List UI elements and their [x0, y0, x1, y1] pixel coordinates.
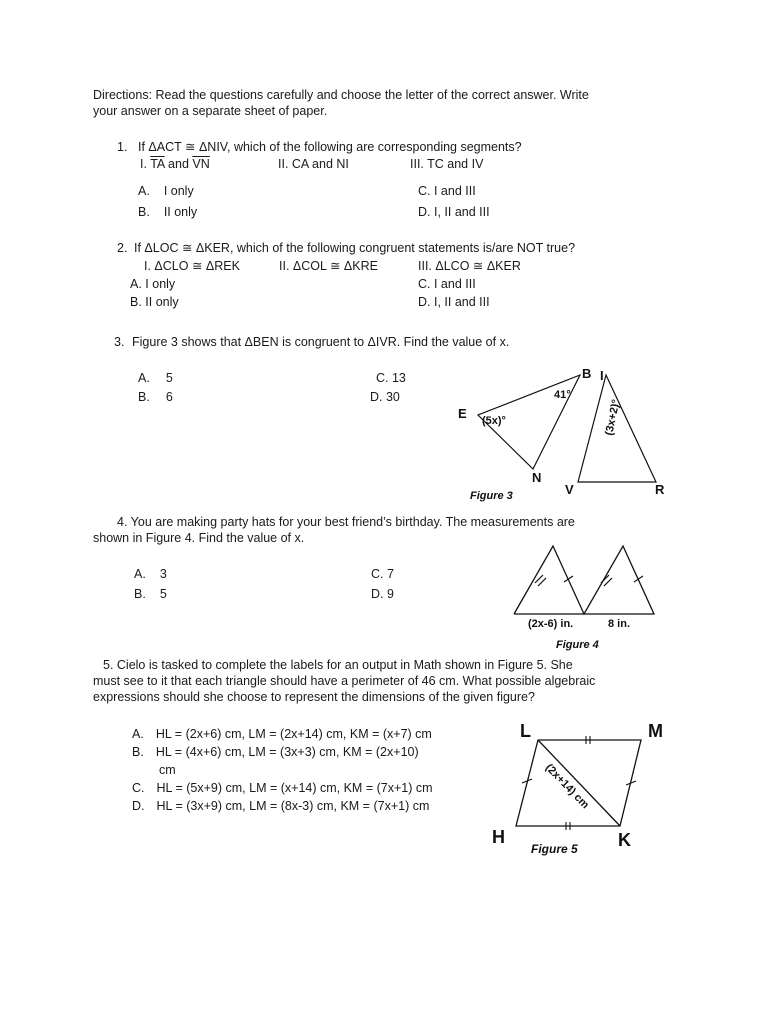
q5-d-text: HL = (3x+9) cm, LM = (8x-3) cm, KM = (7x+1) cm — [156, 799, 430, 813]
q5-a-text: HL = (2x+6) cm, LM = (2x+14) cm, KM = (x+7) cm — [155, 727, 432, 741]
figure-4 — [508, 538, 663, 652]
q5-choice-a[interactable] — [132, 727, 432, 742]
q4-a-letter: A. — [134, 567, 146, 581]
q2-b-letter: B. — [130, 295, 142, 309]
q2-b-text: II only — [145, 295, 179, 309]
q1-choice-a[interactable] — [138, 184, 194, 199]
q1-c-text: I and III — [433, 184, 476, 198]
q2-stem: If ΔLOC ≅ ΔKER, which of the following congruent statements is/are NOT true? — [134, 241, 576, 255]
q1-a-text: I only — [163, 184, 194, 198]
vertex-i-label: I — [600, 368, 604, 383]
q1-statement-3: III. TC and IV — [410, 157, 484, 171]
base-right-label: 8 in. — [608, 618, 631, 630]
q1-b-text: II only — [163, 205, 198, 219]
figure-5 — [488, 715, 688, 865]
q3-b-letter: B. — [138, 390, 150, 404]
vertex-r-label: R — [655, 482, 665, 497]
q1-choice-d[interactable] — [418, 205, 490, 220]
q5-line-3: expressions should she choose to represent the dimensions of the given figure? — [93, 690, 535, 704]
vertex-h-label: H — [492, 827, 505, 847]
q1-c-letter: C. — [418, 184, 431, 198]
q1-s1-segment-1: $\overline{TA}$ — [150, 157, 165, 171]
diagonal-label: (2x+14) cm — [542, 761, 592, 812]
q5-line-2: must see to it that each triangle should have a perimeter of 46 cm. What possible algebraic — [93, 674, 596, 688]
q4-line-1: 4. You are making party hats for your best friend’s birthday. The measurements are — [117, 515, 575, 529]
vertex-b-label: B — [582, 366, 592, 381]
side-iv-label: (3x+2)° — [603, 398, 623, 437]
q1-d-text: I, II and III — [433, 205, 490, 219]
q4-d-text: 9 — [386, 587, 394, 601]
q5-c-text: HL = (5x+9) cm, LM = (x+14) cm, KM = (7x+1) cm — [156, 781, 433, 795]
q3-c-text: 13 — [391, 371, 406, 385]
vertex-v-label: V — [565, 482, 574, 497]
party-hats — [514, 546, 654, 614]
q4-choice-a[interactable] — [134, 567, 167, 582]
q1-s1-segment-2: $\overline{VN}$ — [192, 157, 210, 171]
q1-choice-b[interactable] — [138, 205, 197, 220]
q4-choice-b[interactable] — [134, 587, 167, 602]
q2-choice-d[interactable] — [418, 295, 490, 310]
q1-stem: If ΔACT ≅ ΔNIV, which of the following are corresponding segments? — [138, 140, 522, 154]
q5-choice-b[interactable] — [132, 745, 419, 760]
q3-c-letter: C. — [376, 371, 389, 385]
q2-choice-b[interactable] — [130, 295, 179, 310]
q1-d-letter: D. — [418, 205, 431, 219]
figure-3 — [448, 360, 688, 508]
q2-choice-c[interactable] — [418, 277, 476, 292]
triangle-ivr — [578, 375, 656, 482]
q5-b-text-continued: cm — [159, 763, 176, 777]
q5-a-letter: A. — [132, 727, 144, 741]
q3-d-letter: D. — [370, 390, 383, 404]
q2-statement-1: I. ΔCLO ≅ ΔREK — [144, 259, 240, 273]
diagonal-lk — [538, 740, 620, 826]
q1-statement-1 — [140, 157, 210, 172]
vertex-l-label: L — [520, 721, 531, 741]
figure-4-caption: Figure 4 — [556, 639, 599, 651]
q3-stem: Figure 3 shows that ΔBEN is congruent to ΔIVR. Find the value of x. — [132, 335, 510, 349]
q3-d-text: 30 — [385, 390, 400, 404]
base-left-label: (2x-6) in. — [528, 618, 574, 630]
q3-choice-d[interactable] — [370, 390, 400, 405]
q1-s1-and: and — [168, 157, 189, 171]
q2-statement-3: III. ΔLCO ≅ ΔKER — [418, 259, 521, 273]
vertex-k-label: K — [618, 830, 631, 850]
vertex-e-label: E — [458, 406, 467, 421]
directions-line-2: your answer on a separate sheet of paper. — [93, 104, 328, 118]
q1-b-letter: B. — [138, 205, 150, 219]
q5-d-letter: D. — [132, 799, 145, 813]
q4-c-letter: C. — [371, 567, 384, 581]
directions-line-1: Directions: Read the questions carefully and choose the letter of the correct answer. Write — [93, 88, 589, 102]
q4-line-2: shown in Figure 4. Find the value of x. — [93, 531, 305, 545]
q3-b-text: 6 — [165, 390, 173, 404]
q5-b-text: HL = (4x+6) cm, LM = (3x+3) cm, KM = (2x+10) — [155, 745, 419, 759]
q2-statement-2: II. ΔCOL ≅ ΔKRE — [279, 259, 378, 273]
q2-c-text: I and III — [433, 277, 476, 291]
figure-3-caption: Figure 3 — [470, 490, 513, 502]
q4-d-letter: D. — [371, 587, 384, 601]
q5-b-letter: B. — [132, 745, 144, 759]
q2-choice-a[interactable] — [130, 277, 175, 292]
q1-s1-prefix: I. — [140, 157, 147, 171]
figure-5-caption: Figure 5 — [531, 842, 578, 856]
q4-b-letter: B. — [134, 587, 146, 601]
q5-line-1: 5. Cielo is tasked to complete the labels for an output in Math shown in Figure 5. She — [103, 658, 573, 672]
q3-number: 3. — [114, 335, 125, 349]
q4-c-text: 7 — [386, 567, 394, 581]
q1-choice-c[interactable] — [418, 184, 476, 199]
q4-choice-c[interactable] — [371, 567, 394, 582]
q3-a-text: 5 — [165, 371, 173, 385]
q3-choice-c[interactable] — [376, 371, 406, 386]
q2-d-text: I, II and III — [433, 295, 490, 309]
q4-choice-d[interactable] — [371, 587, 394, 602]
q4-b-text: 5 — [159, 587, 167, 601]
angle-e-label: (5x)° — [482, 415, 506, 427]
q1-statement-2: II. CA and NI — [278, 157, 349, 171]
vertex-n-label: N — [532, 470, 542, 485]
q2-number: 2. — [117, 241, 128, 255]
q2-a-letter: A. — [130, 277, 142, 291]
q1-a-letter: A. — [138, 184, 150, 198]
angle-b-label: 41° — [554, 389, 571, 401]
vertex-m-label: M — [648, 721, 663, 741]
q3-choice-a[interactable] — [138, 371, 173, 386]
q4-a-text: 3 — [159, 567, 167, 581]
q2-a-text: I only — [145, 277, 176, 291]
q3-choice-b[interactable] — [138, 390, 173, 405]
q1-number: 1. — [117, 140, 128, 154]
q2-d-letter: D. — [418, 295, 431, 309]
q5-choice-d[interactable] — [132, 799, 429, 814]
q3-a-letter: A. — [138, 371, 150, 385]
q2-c-letter: C. — [418, 277, 431, 291]
q5-c-letter: C. — [132, 781, 145, 795]
q5-choice-c[interactable] — [132, 781, 433, 796]
